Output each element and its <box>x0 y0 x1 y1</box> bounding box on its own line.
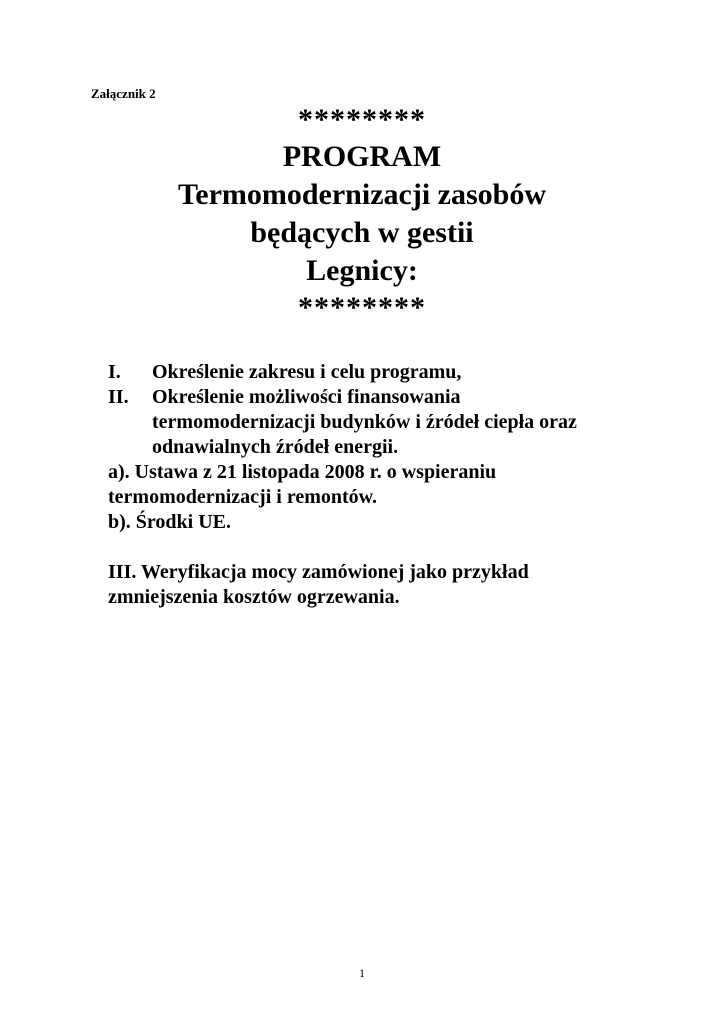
sub-item-a-line: a). Ustawa z 21 listopada 2008 r. o wspieraniu <box>108 461 497 483</box>
outline-item-number: I. <box>108 361 121 383</box>
outline-item-text: Określenie zakresu i celu programu, <box>152 361 462 383</box>
outline-item-line: termomodernizacji budynków i źródeł ciepła oraz <box>152 411 577 433</box>
outline-item-text <box>152 385 668 460</box>
annex-label: Załącznik 2 <box>91 86 156 101</box>
outline-item-iii-line: zmniejszenia kosztów ogrzewania. <box>108 586 400 608</box>
program-outline <box>108 360 668 610</box>
outline-item-ii <box>108 385 668 460</box>
title-block <box>100 102 624 326</box>
outline-item-line: odnawialnych źródeł energii. <box>152 436 399 458</box>
spacer <box>108 535 668 560</box>
title-line-4: Legnicy: <box>306 254 418 287</box>
title-line-3: będących w gestii <box>250 216 474 249</box>
title-line-2: Termomodernizacji zasobów <box>178 178 546 211</box>
sub-item-b: b). Środki UE. <box>108 511 232 533</box>
outline-item-iii-line: III. Weryfikacja mocy zamówionej jako przykład <box>108 561 529 583</box>
outline-item-i <box>108 360 668 385</box>
outline-item-line: Określenie możliwości finansowania <box>152 386 461 408</box>
sub-item-a-line: termomodernizacji i remontów. <box>108 486 377 508</box>
outline-item-iii <box>108 560 668 610</box>
stars-bottom: ******** <box>298 291 426 324</box>
outline-item-number: II. <box>108 386 129 408</box>
page-number: 1 <box>359 966 365 980</box>
sub-item-a <box>108 460 668 510</box>
stars-top: ******** <box>298 103 426 136</box>
title-program: PROGRAM <box>282 140 442 173</box>
